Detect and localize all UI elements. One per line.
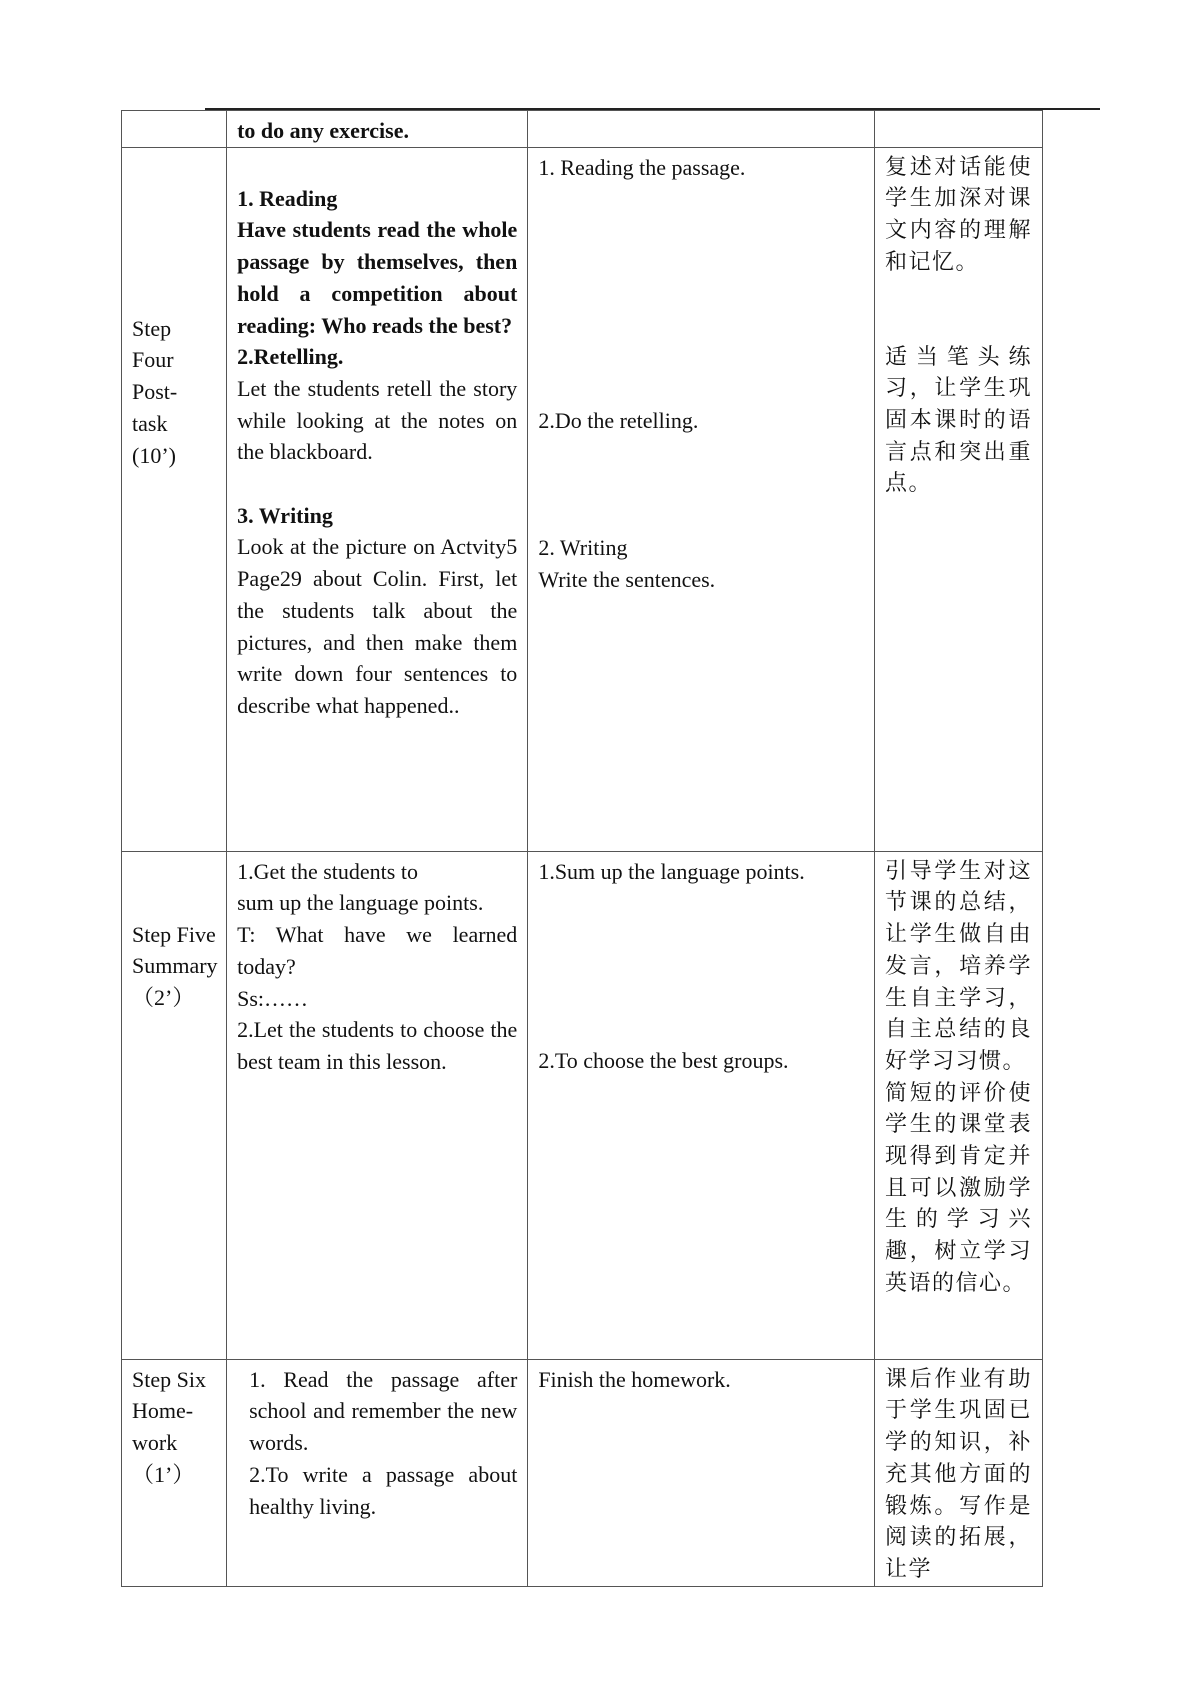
teacher-line: sum up the language points. xyxy=(237,890,484,916)
activity-text: to do any exercise. xyxy=(237,118,409,143)
student-retelling: 2.Do the retelling. xyxy=(538,408,699,434)
teacher-line: 1. Read the passage after school and remember the new words. xyxy=(249,1366,518,1456)
teacher-line: 2.To write a passage about healthy living. xyxy=(249,1461,518,1519)
step-cell xyxy=(122,147,227,851)
teacher-line: Ss:…… xyxy=(237,985,309,1011)
purpose-text: 课后作业有助于学生巩固已学的知识，补充其他方面的锻炼。写作是阅读的拓展，让学 xyxy=(885,1366,1032,1582)
step-label: Home- xyxy=(132,1398,194,1424)
step-time: （1’） xyxy=(132,1461,195,1487)
step-label: Post- xyxy=(132,379,178,405)
teacher-activity-cell xyxy=(227,111,528,148)
retelling-text: Let the students retell the story while looking at the notes on the blackboard. xyxy=(237,375,518,465)
lesson-plan-table xyxy=(121,110,1043,1587)
student-line: 2.To choose the best groups. xyxy=(538,1048,789,1074)
teacher-activity-cell xyxy=(227,851,528,1359)
student-writing-title: 2. Writing xyxy=(538,535,628,561)
purpose-text: 简短的评价使学生的课堂表现得到肯定并且可以激励学生的学习兴趣，树立学习英语的信心。 xyxy=(885,1080,1032,1296)
purpose-text: 复述对话能使学生加深对课文内容的理解和记忆。 xyxy=(885,154,1032,275)
step-cell xyxy=(122,111,227,148)
teacher-line: T: What have we learned today? xyxy=(237,922,518,979)
purpose-text: 引导学生对这节课的总结，让学生做自由发言，培养学生自主学习，自主总结的良好学习习惯。 xyxy=(885,858,1032,1074)
table-row xyxy=(122,851,1043,1359)
step-cell xyxy=(122,851,227,1359)
step-label: Step Five xyxy=(132,921,216,947)
step-time: (10’) xyxy=(132,442,176,468)
retelling-title: 2.Retelling. xyxy=(237,344,344,370)
student-activity-cell xyxy=(528,851,875,1359)
step-label: task xyxy=(132,410,168,436)
table-row xyxy=(122,1359,1043,1586)
purpose-cell xyxy=(875,851,1043,1359)
student-reading: 1. Reading the passage. xyxy=(538,154,746,180)
purpose-cell xyxy=(875,1359,1043,1586)
step-label: Step Six xyxy=(132,1366,206,1392)
step-cell xyxy=(122,1359,227,1586)
student-activity-cell xyxy=(528,147,875,851)
teacher-line: 1.Get the students to xyxy=(237,858,418,884)
writing-text: Look at the picture on Actvity5 Page29 about Colin. First, let the students talk about the pictures, and then make them write down four sentences to describe what happened.. xyxy=(237,534,518,718)
step-label: work xyxy=(132,1430,178,1456)
student-line: Finish the homework. xyxy=(538,1366,731,1392)
student-writing-text: Write the sentences. xyxy=(538,566,716,592)
step-label: Summary xyxy=(132,953,218,979)
purpose-cell xyxy=(875,147,1043,851)
purpose-cell xyxy=(875,111,1043,148)
table-row xyxy=(122,147,1043,851)
teacher-activity-cell xyxy=(227,1359,528,1586)
writing-title: 3. Writing xyxy=(237,502,333,528)
student-activity-cell xyxy=(528,111,875,148)
teacher-activity-cell xyxy=(227,147,528,851)
step-time: （2’） xyxy=(132,985,195,1011)
step-label: Step Four xyxy=(132,315,174,373)
reading-title: 1. Reading xyxy=(237,185,338,211)
student-line: 1.Sum up the language points. xyxy=(538,858,805,884)
reading-text: Have students read the whole passage by themselves, then hold a competition about reading: Who reads the best? xyxy=(237,217,518,338)
teacher-line: 2.Let the students to choose the best team in this lesson. xyxy=(237,1017,518,1074)
purpose-text: 适当笔头练习，让学生巩固本课时的语言点和突出重点。 xyxy=(885,344,1032,497)
table-row xyxy=(122,111,1043,148)
student-activity-cell xyxy=(528,1359,875,1586)
